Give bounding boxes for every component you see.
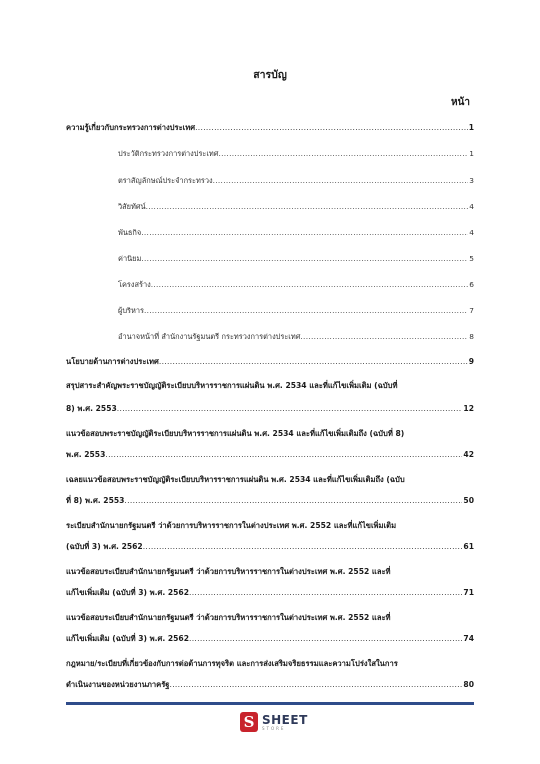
logo-text <box>262 714 308 731</box>
toc-subentry[interactable] <box>118 331 474 342</box>
toc-entry-title: ประวัติกระทรวงการต่างประเทศ <box>118 149 219 158</box>
toc-subentry[interactable] <box>118 305 474 316</box>
toc-entry[interactable] <box>66 495 474 506</box>
toc-entry-title-line2: แก้ไขเพิ่มเติม (ฉบับที่ 3) พ.ศ. 2562 <box>66 588 189 597</box>
logo-subtext: STORE <box>262 725 286 731</box>
toc-entry-title-line1[interactable]: แนวข้อสอบพระราชบัญญัติระเบียบบริหารราชการแผ่นดิน พ.ศ. 2534 และที่แก้ไขเพิ่มเติมถึง (ฉบับที่ 8) <box>66 429 405 438</box>
toc-entry[interactable] <box>66 122 474 133</box>
toc-entry-title: อำนาจหน้าที่ สำนักงานรัฐมนตรี กระทรวงการต่างประเทศ <box>118 332 301 341</box>
toc-entry-title: พันธกิจ <box>118 228 142 237</box>
dot-leader <box>189 633 462 644</box>
toc-entry-page: 12 <box>463 404 474 413</box>
dot-leader <box>144 305 468 316</box>
dot-leader <box>105 449 462 460</box>
dot-leader <box>300 331 468 342</box>
toc-entry-page: 9 <box>468 357 474 366</box>
toc-entry[interactable] <box>66 679 474 690</box>
sheet-store-logo <box>240 711 310 733</box>
toc-subentry[interactable] <box>118 253 474 264</box>
toc-entry-page: 7 <box>469 306 474 315</box>
toc-entry-page: 50 <box>463 496 474 505</box>
toc-entry-page: 71 <box>463 588 474 597</box>
toc-entry-page: 74 <box>463 634 474 643</box>
toc-entry-page: 5 <box>469 254 474 263</box>
toc-entry-title: วิสัยทัศน์ <box>118 202 146 211</box>
toc-subentry[interactable] <box>118 201 474 212</box>
toc-entry-page: 61 <box>463 542 474 551</box>
toc-title: สารบัญ <box>253 69 287 81</box>
toc-entry[interactable] <box>66 587 474 598</box>
dot-leader <box>159 356 468 367</box>
toc-subentry[interactable] <box>118 279 474 290</box>
toc-entry-title-line2: 8) พ.ศ. 2553 <box>66 404 117 413</box>
toc-subentry[interactable] <box>118 175 474 186</box>
toc-entry-title-line2: ที่ 8) พ.ศ. 2553 <box>66 496 125 505</box>
toc-entry-page: 4 <box>469 228 474 237</box>
toc-entry[interactable] <box>66 541 474 552</box>
toc-entry[interactable] <box>66 449 474 460</box>
toc-entry-page: 1 <box>468 123 474 132</box>
dot-leader <box>117 403 463 414</box>
dot-leader <box>143 541 463 552</box>
toc-entry-page: 3 <box>469 176 474 185</box>
toc-entry-title: ความรู้เกี่ยวกับกระทรวงการต่างประเทศ <box>66 123 196 132</box>
toc-subentry[interactable] <box>118 227 474 238</box>
footer-divider <box>66 702 474 705</box>
toc-entry-page: 6 <box>469 280 474 289</box>
toc-entry-page: 8 <box>469 332 474 341</box>
toc-entry-title-line2: ดำเนินงานของหน่วยงานภาครัฐ <box>66 680 170 689</box>
toc-entry-title-line1[interactable]: กฎหมาย/ระเบียบที่เกี่ยวข้องกับการต่อต้านการทุจริต และการส่งเสริมจริยธรรมและความโปร่งใสในการ <box>66 659 398 668</box>
dot-leader <box>218 148 468 159</box>
toc-subentry[interactable] <box>118 148 474 159</box>
dot-leader <box>151 279 469 290</box>
toc-entry-title-line1[interactable]: เฉลยแนวข้อสอบพระราชบัญญัติระเบียบบริหารราชการแผ่นดิน พ.ศ. 2534 และที่แก้ไขเพิ่มเติมถึง (ฉบับ <box>66 475 405 484</box>
dot-leader <box>141 227 468 238</box>
logo-word: SHEET <box>262 712 308 727</box>
toc-entry-page: 1 <box>469 149 474 158</box>
toc-entry-title-line1[interactable]: ระเบียบสำนักนายกรัฐมนตรี ว่าด้วยการบริหารราชการในต่างประเทศ พ.ศ. 2552 และที่แก้ไขเพิ่มเติม <box>66 521 397 530</box>
toc-entry[interactable] <box>66 356 474 367</box>
dot-leader <box>124 495 462 506</box>
dot-leader <box>141 253 468 264</box>
toc-entry-title-line1[interactable]: แนวข้อสอบระเบียบสำนักนายกรัฐมนตรี ว่าด้วยการบริหารราชการในต่างประเทศ พ.ศ. 2552 และที่ <box>66 567 391 576</box>
toc-entry-title-line1[interactable]: แนวข้อสอบระเบียบสำนักนายกรัฐมนตรี ว่าด้วยการบริหารราชการในต่างประเทศ พ.ศ. 2552 และที่ <box>66 613 391 622</box>
toc-entry-title: โครงสร้าง <box>118 280 151 289</box>
toc-entry-page: 42 <box>463 450 474 459</box>
toc-entry-title-line2: (ฉบับที่ 3) พ.ศ. 2562 <box>66 542 143 551</box>
dot-leader <box>189 587 462 598</box>
toc-entry-title: ผู้บริหาร <box>118 306 144 315</box>
dot-leader <box>213 175 469 186</box>
toc-entry[interactable] <box>66 403 474 414</box>
page-column-header: หน้า <box>450 97 470 108</box>
dot-leader <box>146 201 469 212</box>
toc-entry-title: นโยบายด้านการต่างประเทศ <box>66 357 159 366</box>
toc-entry[interactable] <box>66 633 474 644</box>
logo-mark-icon: S <box>240 712 258 732</box>
toc-entry-page: 80 <box>463 680 474 689</box>
dot-leader <box>195 122 468 133</box>
toc-entry-title-line1[interactable]: สรุปสาระสำคัญพระราชบัญญัติระเบียบบริหารราชการแผ่นดิน พ.ศ. 2534 และที่แก้ไขเพิ่มเติม (ฉบับที่ <box>66 381 398 390</box>
toc-entry-title-line2: แก้ไขเพิ่มเติม (ฉบับที่ 3) พ.ศ. 2562 <box>66 634 189 643</box>
toc-entry-title: ค่านิยม <box>118 254 142 263</box>
toc-entry-page: 4 <box>469 202 474 211</box>
toc-entry-title-line2: พ.ศ. 2553 <box>66 450 106 459</box>
dot-leader <box>170 679 463 690</box>
toc-entry-title: ตราสัญลักษณ์ประจำกระทรวง <box>118 176 213 185</box>
